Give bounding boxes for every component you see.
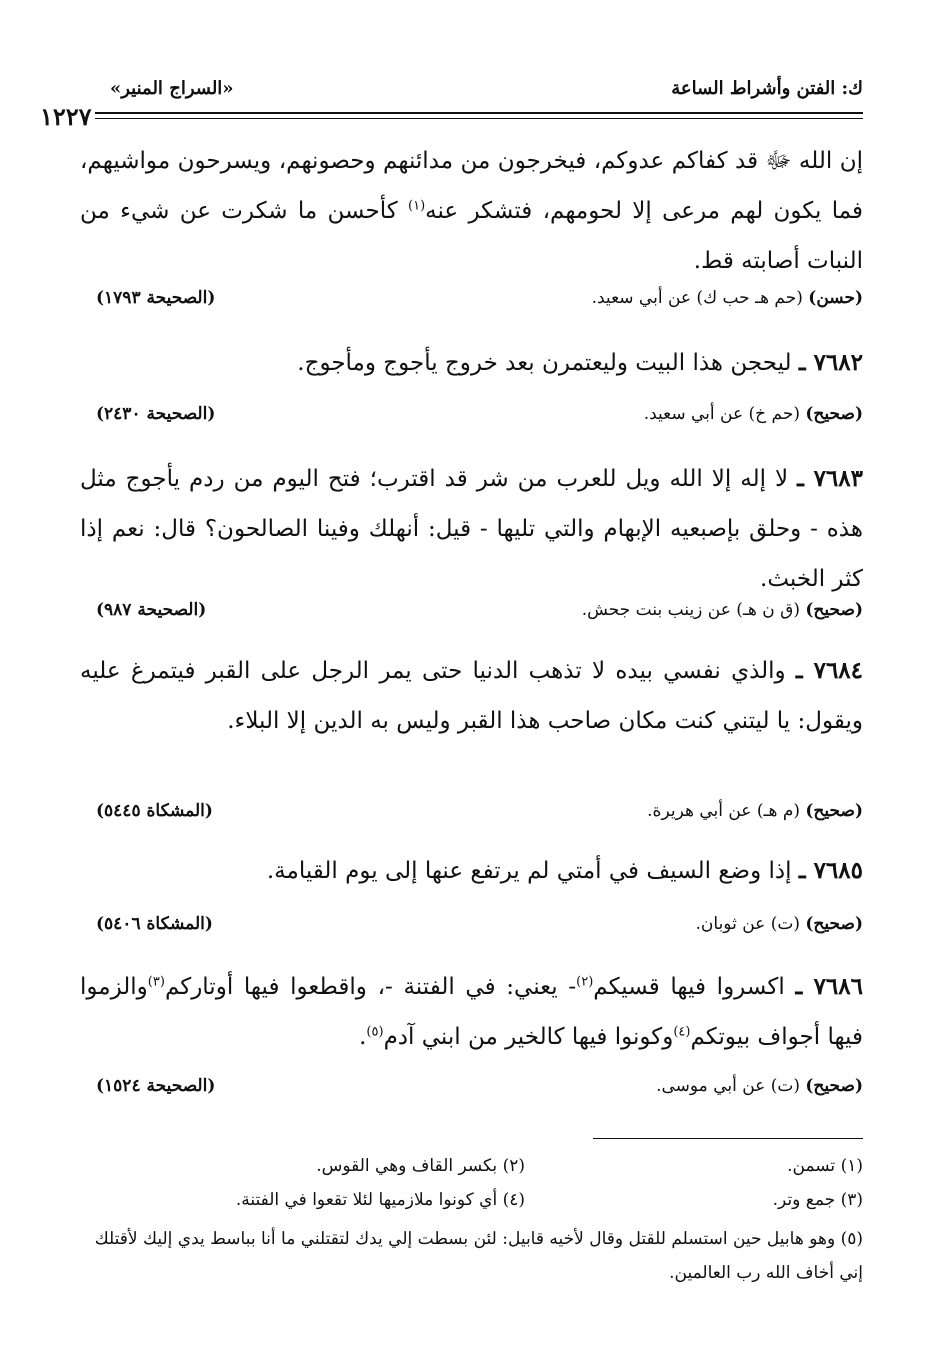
footnote-separator [593, 1138, 863, 1139]
footnote-5: (٥) وهو هابيل حين استسلم للقتل وقال لأخيه قابيل: لئن بسطت إلي يدك لتقتلني ما أنا بباسط يدي إليك لأقتلك إني أخاف الله رب العالمين. [94, 1229, 863, 1283]
book-title: «السراج المنير» [110, 78, 234, 99]
footnote-3: (٣) جمع وتر. [772, 1190, 863, 1210]
hadith-number: ٧٦٨٥ ـ [798, 857, 863, 884]
hadith-text: اكسروا فيها قسيكم [593, 974, 785, 1000]
footnote-mark: (٣) [147, 974, 165, 990]
grade: (صحيح) [805, 404, 863, 424]
source: (ق ن هـ) عن زينب بنت جحش. [581, 600, 800, 620]
header-rule [95, 112, 863, 114]
hadith-number: ٧٦٨٣ ـ [797, 465, 863, 492]
footnote-mark: (٥) [366, 1024, 384, 1040]
reference: (الصحيحة ١٥٢٤) [96, 1076, 216, 1096]
hadith-7685 [80, 846, 863, 896]
hadith-number: ٧٦٨٤ ـ [795, 657, 864, 684]
hadith-grading [80, 801, 863, 831]
hadith-number: ٧٦٨٦ ـ [795, 973, 863, 1000]
footnote-2: (٢) بكسر القاف وهي القوس. [316, 1156, 525, 1176]
reference: (الصحيحة ٢٤٣٠) [96, 404, 216, 424]
source: (م هـ) عن أبي هريرة. [647, 801, 800, 821]
hadith-text: والزموا فيها أجواف بيوتكم [80, 974, 863, 1050]
hadith-grading [80, 288, 863, 318]
reference: (الصحيحة ١٧٩٣) [96, 288, 216, 308]
hadith-text: - يعني: في الفتنة -، واقطعوا فيها أوتاركم [164, 974, 577, 1000]
hadith-grading [80, 914, 863, 944]
source: (حم خ) عن أبي سعيد. [643, 404, 800, 424]
hadith-text: . [359, 1024, 367, 1050]
hadith-7682 [80, 338, 863, 388]
hadith-7683 [80, 454, 863, 604]
hadith-grading [80, 1076, 863, 1106]
source: (ت) عن أبي موسى. [656, 1076, 800, 1096]
hadith-text: والذي نفسي بيده لا تذهب الدنيا حتى يمر الرجل على القبر فيتمرغ عليه ويقول: يا ليتني كنت مكان صاحب هذا القبر وليس به الدين إلا البلاء. [80, 658, 863, 734]
footnote-mark: (١) [408, 198, 426, 214]
grade: (صحيح) [805, 600, 863, 620]
grade: (صحيح) [805, 914, 863, 934]
reference: (الصحيحة ٩٨٧) [96, 600, 207, 620]
hadith-text: ليحجن هذا البيت وليعتمرن بعد خروج يأجوج ومأجوج. [297, 350, 792, 376]
hadith-text: لا إله إلا الله ويل للعرب من شر قد اقترب؛ فتح اليوم من ردم يأجوج مثل هذه - وحلق بإصبعيه الإبهام والتي تليها - قيل: أنهلك وفينا الصالحون؟ قال: نعم إذا كثر الخبث. [80, 466, 863, 592]
source: (حم هـ حب ك) عن أبي سعيد. [591, 288, 803, 308]
source: (ت) عن ثوبان. [695, 914, 800, 934]
footnote-mark: (٢) [576, 974, 594, 990]
hadith-text: إن الله ﷻ قد كفاكم عدوكم، فيخرجون من مدائنهم وحصونهم، ويسرحون مواشيهم، فما يكون لهم مرعى إلا لحومهم، فتشكر عنه [80, 148, 863, 224]
footnote-1: (١) تسمن. [787, 1156, 863, 1176]
page-number: ١٢٢٧ [40, 102, 92, 131]
chapter-heading: ك: الفتن وأشراط الساعة [671, 78, 863, 99]
header-rule-thin [95, 118, 863, 119]
footnote-mark: (٤) [673, 1024, 691, 1040]
grade: (حسن) [808, 288, 863, 308]
grade: (صحيح) [805, 1076, 863, 1096]
hadith-grading [80, 600, 863, 630]
reference: (المشكاة ٥٤٤٥) [96, 801, 213, 821]
hadith-text-after: كأحسن ما شكرت عن شيء من النبات أصابته قط. [80, 198, 863, 274]
hadith-continuation [80, 136, 863, 286]
hadith-text: وكونوا فيها كالخير من ابني آدم [383, 1024, 674, 1050]
hadith-7686 [80, 962, 863, 1062]
reference: (المشكاة ٥٤٠٦) [96, 914, 213, 934]
hadith-7684 [80, 646, 863, 746]
hadith-grading [80, 404, 863, 434]
footnote-4: (٤) أي كونوا ملازميها لئلا تقعوا في الفتنة. [235, 1190, 525, 1210]
grade: (صحيح) [805, 801, 863, 821]
hadith-text: إذا وضع السيف في أمتي لم يرتفع عنها إلى يوم القيامة. [266, 858, 792, 884]
hadith-number: ٧٦٨٢ ـ [798, 349, 863, 376]
